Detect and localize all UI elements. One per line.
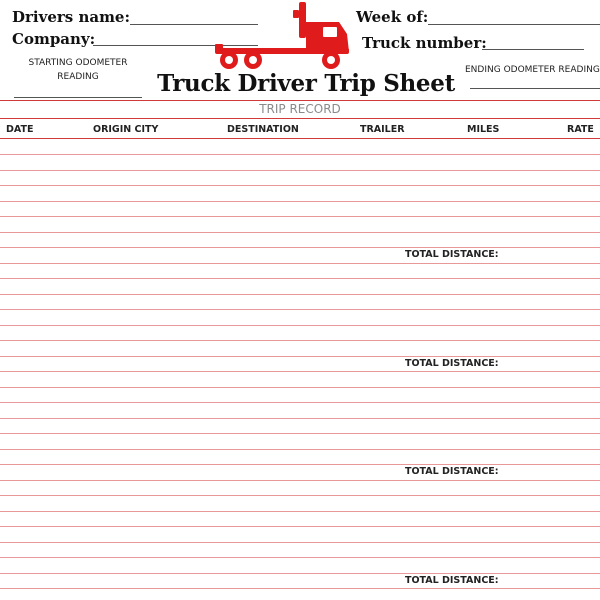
table-row-line[interactable] [0, 588, 600, 589]
table-row-line[interactable] [0, 418, 600, 419]
table-row-line[interactable] [0, 371, 600, 372]
table-row-line[interactable] [0, 557, 600, 558]
starting-odometer-line1: STARTING ODOMETER [28, 58, 128, 68]
week-of-label: Week of: [356, 8, 429, 26]
total-distance-label: TOTAL DISTANCE: [405, 249, 499, 260]
column-destination: DESTINATION [227, 124, 299, 135]
table-row-line[interactable] [0, 449, 600, 450]
column-miles: MILES [467, 124, 500, 135]
table-row-line[interactable] [0, 464, 600, 465]
table-row-line[interactable] [0, 185, 600, 186]
column-origin-city: ORIGIN CITY [93, 124, 159, 135]
table-row-line[interactable] [0, 154, 600, 155]
company-label: Company: [12, 30, 96, 48]
table-row-line[interactable] [0, 387, 600, 388]
table-row-line[interactable] [0, 278, 600, 279]
table-row-line[interactable] [0, 402, 600, 403]
table-row-line[interactable] [0, 263, 600, 264]
column-rate: RATE [567, 124, 594, 135]
total-distance-label: TOTAL DISTANCE: [405, 575, 499, 586]
table-row-line[interactable] [0, 216, 600, 217]
column-date: DATE [6, 124, 34, 135]
total-distance-label: TOTAL DISTANCE: [405, 358, 499, 369]
table-row-line[interactable] [0, 309, 600, 310]
ending-odometer-label: ENDING ODOMETER READING [465, 65, 600, 75]
table-row-line[interactable] [0, 170, 600, 171]
table-row-line[interactable] [0, 480, 600, 481]
starting-odometer-line2: READING [57, 72, 99, 82]
table-row-line[interactable] [0, 201, 600, 202]
table-row-line[interactable] [0, 247, 600, 248]
table-row-line[interactable] [0, 511, 600, 512]
page-title: Truck Driver Trip Sheet [157, 70, 455, 97]
table-row-line[interactable] [0, 526, 600, 527]
drivers-name-label: Drivers name: [12, 8, 131, 26]
total-distance-label: TOTAL DISTANCE: [405, 466, 499, 477]
trip-record-subtitle: TRIP RECORD [259, 102, 341, 116]
truck-number-label: Truck number: [362, 34, 487, 52]
table-row-line[interactable] [0, 573, 600, 574]
table-row-line[interactable] [0, 294, 600, 295]
table-row-line[interactable] [0, 433, 600, 434]
table-row-line[interactable] [0, 495, 600, 496]
table-row-line[interactable] [0, 232, 600, 233]
column-trailer: TRAILER [360, 124, 405, 135]
table-row-line[interactable] [0, 325, 600, 326]
table-row-line[interactable] [0, 340, 600, 341]
table-row-line[interactable] [0, 356, 600, 357]
table-row-line[interactable] [0, 542, 600, 543]
